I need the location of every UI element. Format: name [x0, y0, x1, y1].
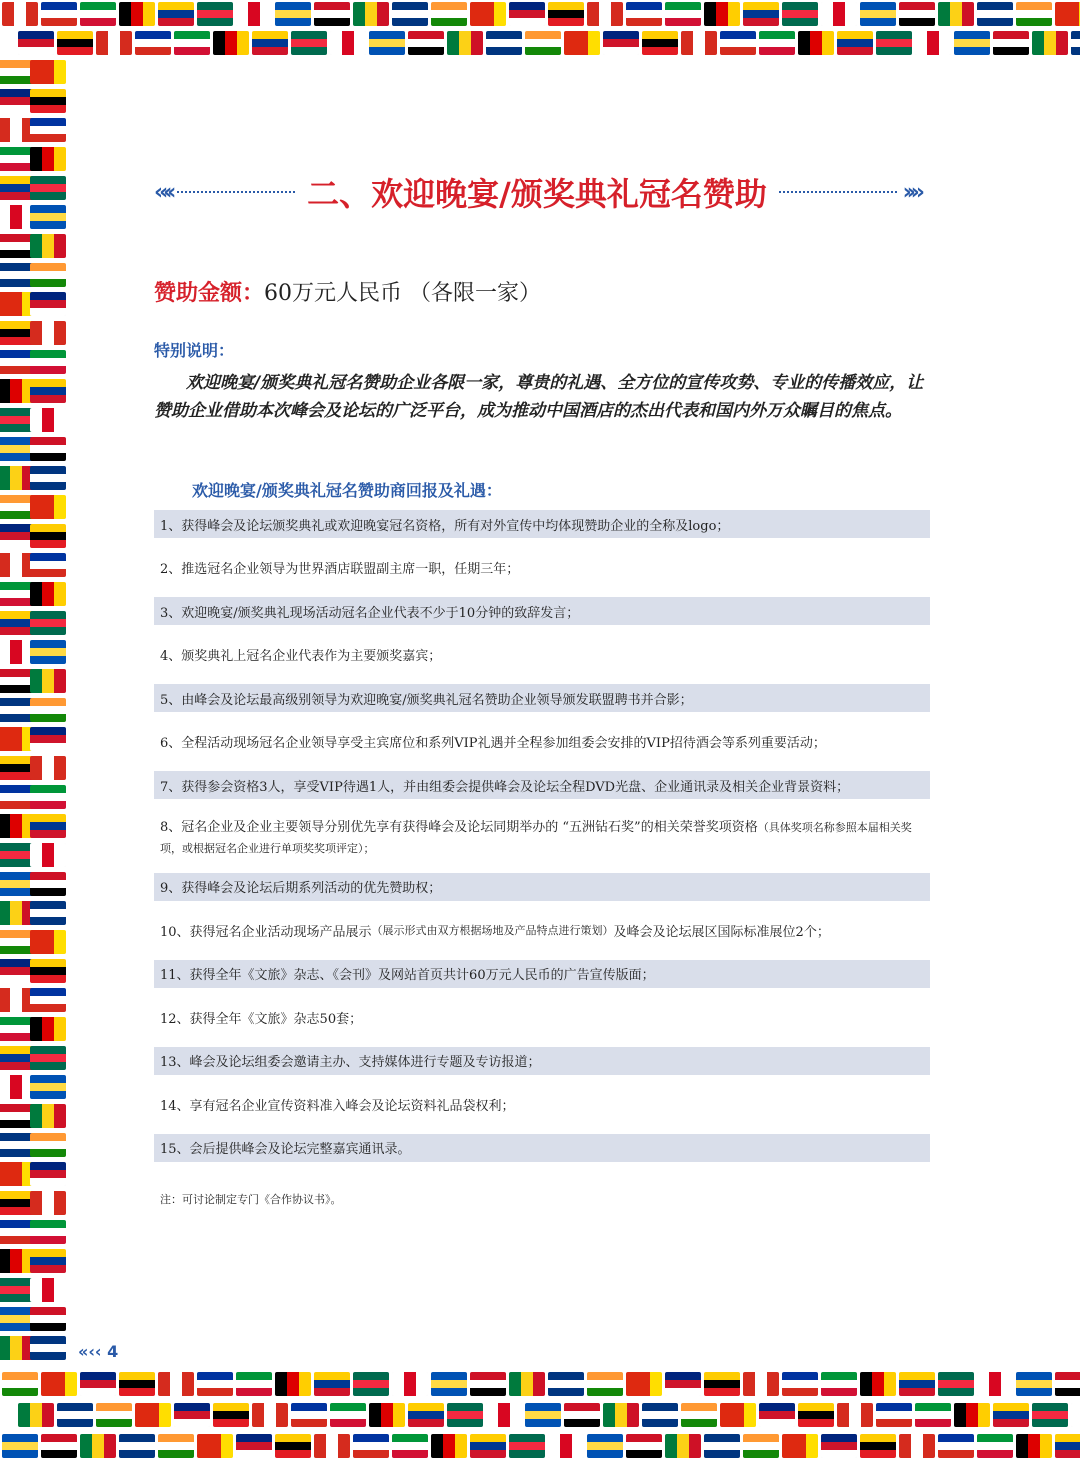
flag-icon: [938, 1372, 974, 1396]
flag-icon: [837, 31, 873, 55]
flag-icon: [252, 1403, 288, 1427]
benefit-item: [154, 815, 930, 861]
benefit-item: 1、获得峰会及论坛颁奖典礼或欢迎晚宴冠名资格，所有对外宣传中均体现赞助企业的全称及logo；: [154, 510, 930, 538]
benefit-item: 12、获得全年《文旅》杂志50套；: [160, 1011, 363, 1027]
flag-icon: [119, 1372, 155, 1396]
flag-icon: [30, 930, 66, 954]
flag-icon: [57, 1403, 93, 1427]
flag-icon: [915, 31, 951, 55]
flag-icon: [938, 2, 974, 26]
flag-icon: [135, 31, 171, 55]
flag-icon: [2, 1434, 38, 1458]
flag-icon: [1016, 2, 1052, 26]
flag-icon: [665, 2, 701, 26]
flag-icon: [0, 988, 34, 1012]
flag-icon: [30, 582, 66, 606]
flag-icon: [0, 408, 34, 432]
benefit-10-text: 10、获得冠名企业活动现场产品展示: [160, 924, 372, 940]
flag-icon: [0, 727, 34, 751]
amount-value: 60万元人民币 （各限一家）: [264, 281, 542, 306]
flag-icon: [30, 785, 66, 809]
flag-icon: [330, 1403, 366, 1427]
footnote: 注：可讨论制定专门《合作协议书》。: [160, 1193, 342, 1206]
flag-icon: [548, 2, 584, 26]
flag-icon: [876, 31, 912, 55]
flag-icon: [0, 1133, 34, 1157]
flag-icon: [158, 2, 194, 26]
flag-icon: [353, 1372, 389, 1396]
flag-icon: [938, 1434, 974, 1458]
flag-icon: [0, 524, 34, 548]
flag-icon: [743, 1434, 779, 1458]
flag-icon: [860, 2, 896, 26]
flag-icon: [0, 321, 34, 345]
benefit-item: 7、获得参会资格3人，享受VIP待遇1人，并由组委会提供峰会及论坛全程DVD光盘、企业通讯录及相关企业背景资料；: [154, 771, 930, 799]
flag-icon: [993, 31, 1029, 55]
flag-icon: [30, 466, 66, 490]
flag-icon: [41, 1372, 77, 1396]
flag-icon: [80, 1434, 116, 1458]
flag-icon: [0, 640, 34, 664]
flag-icon: [30, 611, 66, 635]
flag-icon: [0, 1336, 34, 1360]
flag-icon: [30, 1191, 66, 1215]
flag-icon: [0, 176, 34, 200]
flag-icon: [30, 669, 66, 693]
flag-icon: [0, 1307, 34, 1331]
flag-icon: [626, 1372, 662, 1396]
flag-icon: [720, 31, 756, 55]
flag-icon: [1055, 1372, 1080, 1396]
flag-icon: [30, 321, 66, 345]
flag-icon: [876, 1403, 912, 1427]
flag-icon: [0, 1162, 34, 1186]
flag-icon: [486, 31, 522, 55]
flag-icon: [30, 1017, 66, 1041]
flag-icon: [30, 1336, 66, 1360]
flag-icon: [96, 1403, 132, 1427]
flag-icon: [0, 1017, 34, 1041]
flag-icon: [30, 437, 66, 461]
flag-icon: [587, 1434, 623, 1458]
benefit-item: 9、获得峰会及论坛后期系列活动的优先赞助权；: [154, 873, 930, 901]
flag-icon: [0, 495, 34, 519]
flag-icon: [977, 1434, 1013, 1458]
benefit-item: 14、享有冠名企业宣传资料准入峰会及论坛资料礼品袋权利；: [160, 1098, 515, 1114]
flag-icon: [408, 31, 444, 55]
flag-icon: [0, 1075, 34, 1099]
flag-icon: [18, 1403, 54, 1427]
flag-icon: [0, 234, 34, 258]
flag-icon: [30, 1075, 66, 1099]
flag-icon: [548, 1434, 584, 1458]
flag-icon: [977, 1372, 1013, 1396]
flag-icon: [0, 843, 34, 867]
flag-icon: [0, 263, 34, 287]
flag-icon: [470, 2, 506, 26]
flag-icon: [681, 1403, 717, 1427]
flag-icon: [431, 1372, 467, 1396]
benefit-item: 6、全程活动现场冠名企业领导享受主宾席位和系列VIP礼遇并全程参加组委会安排的VIP招待酒会等系列重要活动；: [160, 736, 826, 751]
flag-icon: [158, 1434, 194, 1458]
special-note-heading: 特别说明：: [154, 341, 235, 360]
benefit-item: 15、会后提供峰会及论坛完整嘉宾通讯录。: [154, 1134, 930, 1162]
flag-icon: [30, 1220, 66, 1244]
flag-icon: [447, 31, 483, 55]
flag-icon: [977, 2, 1013, 26]
flag-icon: [197, 1434, 233, 1458]
flag-icon: [30, 147, 66, 171]
flag-icon: [0, 785, 34, 809]
flag-icon: [603, 1403, 639, 1427]
flag-icon: [30, 205, 66, 229]
benefits-heading: 欢迎晚宴/颁奖典礼冠名赞助商回报及礼遇：: [192, 481, 502, 500]
flag-icon: [0, 466, 34, 490]
flag-icon: [1016, 1434, 1052, 1458]
flag-icon: [954, 31, 990, 55]
right-arrows-icon: ››»: [902, 179, 921, 205]
flag-icon: [0, 147, 34, 171]
flag-icon: [1032, 1403, 1068, 1427]
flag-icon: [0, 669, 34, 693]
flag-icon: [899, 1434, 935, 1458]
flag-icon: [314, 1372, 350, 1396]
flag-icon: [30, 263, 66, 287]
flag-icon: [0, 901, 34, 925]
flag-icon: [626, 1434, 662, 1458]
benefit-8-note: （具体奖项名称参照本届相关奖项，或根据冠名企业进行单项奖奖项评定）；: [160, 820, 912, 855]
flag-border-top: [0, 0, 1080, 58]
flag-icon: [0, 553, 34, 577]
flag-icon: [18, 31, 54, 55]
benefit-item: 4、颁奖典礼上冠名企业代表作为主要颁奖嘉宾；: [160, 649, 442, 664]
flag-icon: [174, 31, 210, 55]
flag-icon: [30, 959, 66, 983]
flag-icon: [119, 1434, 155, 1458]
flag-icon: [369, 1403, 405, 1427]
benefit-item: 2、推选冠名企业领导为世界酒店联盟副主席一职，任期三年；: [160, 562, 520, 577]
flag-icon: [704, 1434, 740, 1458]
flag-icon: [681, 31, 717, 55]
flag-icon: [392, 1434, 428, 1458]
flag-icon: [915, 1403, 951, 1427]
benefit-item: 5、由峰会及论坛最高级别领导为欢迎晚宴/颁奖典礼冠名赞助企业领导颁发联盟聘书并合影；: [154, 684, 930, 712]
flag-icon: [626, 2, 662, 26]
flag-icon: [0, 1191, 34, 1215]
flag-icon: [665, 1372, 701, 1396]
benefit-8-text: 8、冠名企业及企业主要领导分别优先享有获得峰会及论坛同期举办的 “五洲钻石奖”的相关荣誉奖项资格: [160, 819, 758, 835]
flag-icon: [213, 31, 249, 55]
benefit-10-note: （展示形式由双方根据场地及产品特点进行策划）: [371, 924, 614, 937]
flag-icon: [587, 1372, 623, 1396]
flag-icon: [798, 1403, 834, 1427]
flag-icon: [30, 1249, 66, 1273]
flag-icon: [0, 1220, 34, 1244]
flag-icon: [0, 60, 34, 84]
flag-icon: [431, 1434, 467, 1458]
flag-icon: [564, 31, 600, 55]
flag-icon: [30, 60, 66, 84]
flag-icon: [80, 1372, 116, 1396]
flag-icon: [0, 698, 34, 722]
flag-icon: [548, 1372, 584, 1396]
flag-icon: [30, 640, 66, 664]
flag-icon: [30, 1133, 66, 1157]
flag-icon: [174, 1403, 210, 1427]
flag-icon: [837, 1403, 873, 1427]
flag-icon: [0, 379, 34, 403]
flag-icon: [275, 1372, 311, 1396]
flag-icon: [782, 1434, 818, 1458]
flag-icon: [665, 1434, 701, 1458]
flag-icon: [30, 901, 66, 925]
flag-icon: [0, 205, 34, 229]
flag-icon: [782, 2, 818, 26]
flag-icon: [213, 1403, 249, 1427]
flag-icon: [431, 2, 467, 26]
flag-icon: [704, 1372, 740, 1396]
flag-icon: [899, 2, 935, 26]
amount-label: 赞助金额：: [154, 281, 265, 306]
benefit-item: 13、峰会及论坛组委会邀请主办、支持媒体进行专题及专访报道；: [154, 1047, 930, 1075]
flag-icon: [0, 582, 34, 606]
flag-icon: [0, 350, 34, 374]
flag-icon: [41, 1434, 77, 1458]
dotted-rule-right: [779, 191, 897, 193]
page-arrows-icon: «‹‹: [78, 1342, 102, 1361]
flag-icon: [0, 89, 34, 113]
flag-icon: [642, 31, 678, 55]
flag-icon: [236, 2, 272, 26]
flag-icon: [899, 1372, 935, 1396]
flag-icon: [392, 2, 428, 26]
flag-icon: [743, 1372, 779, 1396]
flag-icon: [470, 1372, 506, 1396]
section-title-row: [154, 170, 920, 214]
flag-icon: [41, 2, 77, 26]
flag-icon: [275, 1434, 311, 1458]
flag-icon: [821, 1434, 857, 1458]
flag-icon: [0, 872, 34, 896]
flag-icon: [704, 2, 740, 26]
flag-icon: [57, 31, 93, 55]
flag-icon: [0, 1278, 34, 1302]
flag-icon: [353, 2, 389, 26]
flag-icon: [587, 2, 623, 26]
flag-icon: [275, 2, 311, 26]
flag-icon: [80, 2, 116, 26]
flag-icon: [119, 2, 155, 26]
flag-icon: [0, 1249, 34, 1273]
flag-icon: [30, 89, 66, 113]
flag-icon: [743, 2, 779, 26]
flag-icon: [30, 1278, 66, 1302]
flag-icon: [30, 408, 66, 432]
flag-icon: [30, 1046, 66, 1070]
flag-icon: [954, 1403, 990, 1427]
flag-icon: [314, 1434, 350, 1458]
benefit-10-tail: 及峰会及论坛展区国际标准展位2个；: [613, 924, 830, 940]
flag-icon: [798, 31, 834, 55]
flag-icon: [30, 176, 66, 200]
flag-icon: [30, 1162, 66, 1186]
flag-icon: [30, 814, 66, 838]
flag-icon: [408, 1403, 444, 1427]
benefit-item: [154, 916, 930, 944]
flag-icon: [720, 1403, 756, 1427]
flag-icon: [30, 1307, 66, 1331]
flag-icon: [158, 1372, 194, 1396]
special-note-body: 欢迎晚宴/颁奖典礼冠名赞助企业各限一家，尊贵的礼遇、全方位的宣传攻势、专业的传播效应，让赞助企业借助本次峰会及论坛的广泛平台，成为推动中国酒店的杰出代表和国内外万众瞩目的焦点。: [154, 373, 924, 421]
flag-icon: [0, 118, 34, 142]
flag-icon: [30, 1104, 66, 1128]
flag-icon: [603, 31, 639, 55]
dotted-rule-left: [177, 191, 295, 193]
flag-icon: [509, 2, 545, 26]
flag-icon: [1055, 2, 1080, 26]
flag-icon: [860, 1372, 896, 1396]
flag-icon: [821, 1372, 857, 1396]
flag-icon: [291, 31, 327, 55]
section-title: 二、欢迎晚宴/颁奖典礼冠名赞助: [307, 175, 767, 213]
flag-icon: [96, 31, 132, 55]
flag-icon: [993, 1403, 1029, 1427]
flag-icon: [1032, 31, 1068, 55]
flag-icon: [236, 1434, 272, 1458]
flag-icon: [2, 2, 38, 26]
flag-icon: [0, 292, 34, 316]
flag-icon: [1055, 1434, 1080, 1458]
page-number-value: 4: [107, 1342, 119, 1361]
flag-icon: [30, 118, 66, 142]
sponsorship-amount: [154, 276, 541, 307]
flag-icon: [0, 930, 34, 954]
flag-icon: [525, 31, 561, 55]
benefit-item: 11、获得全年《文旅》杂志、《会刊》及网站首页共计60万元人民币的广告宣传版面；: [154, 960, 930, 988]
flag-icon: [291, 1403, 327, 1427]
flag-icon: [782, 1372, 818, 1396]
flag-icon: [197, 1372, 233, 1396]
flag-icon: [0, 611, 34, 635]
flag-icon: [30, 495, 66, 519]
flag-icon: [392, 1372, 428, 1396]
flag-icon: [509, 1372, 545, 1396]
flag-icon: [759, 31, 795, 55]
flag-icon: [525, 1403, 561, 1427]
flag-icon: [30, 988, 66, 1012]
flag-icon: [135, 1403, 171, 1427]
flag-icon: [30, 727, 66, 751]
flag-icon: [30, 843, 66, 867]
flag-icon: [1071, 1403, 1080, 1427]
flag-icon: [759, 1403, 795, 1427]
flag-icon: [0, 1046, 34, 1070]
flag-icon: [30, 350, 66, 374]
flag-icon: [642, 1403, 678, 1427]
flag-icon: [486, 1403, 522, 1427]
flag-icon: [30, 524, 66, 548]
page-number: [78, 1342, 118, 1361]
flag-icon: [236, 1372, 272, 1396]
flag-icon: [564, 1403, 600, 1427]
flag-border-left: [0, 58, 68, 1368]
flag-icon: [30, 756, 66, 780]
brochure-page: [68, 58, 1080, 1368]
flag-icon: [30, 553, 66, 577]
flag-icon: [447, 1403, 483, 1427]
benefits-list: [154, 510, 930, 1177]
flag-icon: [369, 31, 405, 55]
flag-icon: [0, 814, 34, 838]
flag-icon: [0, 756, 34, 780]
flag-icon: [860, 1434, 896, 1458]
flag-icon: [1016, 1372, 1052, 1396]
flag-icon: [30, 234, 66, 258]
flag-icon: [0, 1104, 34, 1128]
flag-icon: [2, 1372, 38, 1396]
flag-border-bottom: [0, 1368, 1080, 1466]
flag-icon: [353, 1434, 389, 1458]
flag-icon: [509, 1434, 545, 1458]
flag-icon: [1071, 31, 1080, 55]
flag-icon: [30, 872, 66, 896]
flag-icon: [330, 31, 366, 55]
flag-icon: [30, 292, 66, 316]
flag-icon: [470, 1434, 506, 1458]
flag-icon: [821, 2, 857, 26]
flag-icon: [197, 2, 233, 26]
left-arrows-icon: «‹‹: [154, 179, 172, 205]
flag-icon: [252, 31, 288, 55]
flag-icon: [0, 437, 34, 461]
benefit-item: 3、欢迎晚宴/颁奖典礼现场活动冠名企业代表不少于10分钟的致辞发言；: [154, 597, 930, 625]
flag-icon: [30, 379, 66, 403]
flag-icon: [30, 698, 66, 722]
flag-icon: [0, 959, 34, 983]
flag-icon: [314, 2, 350, 26]
